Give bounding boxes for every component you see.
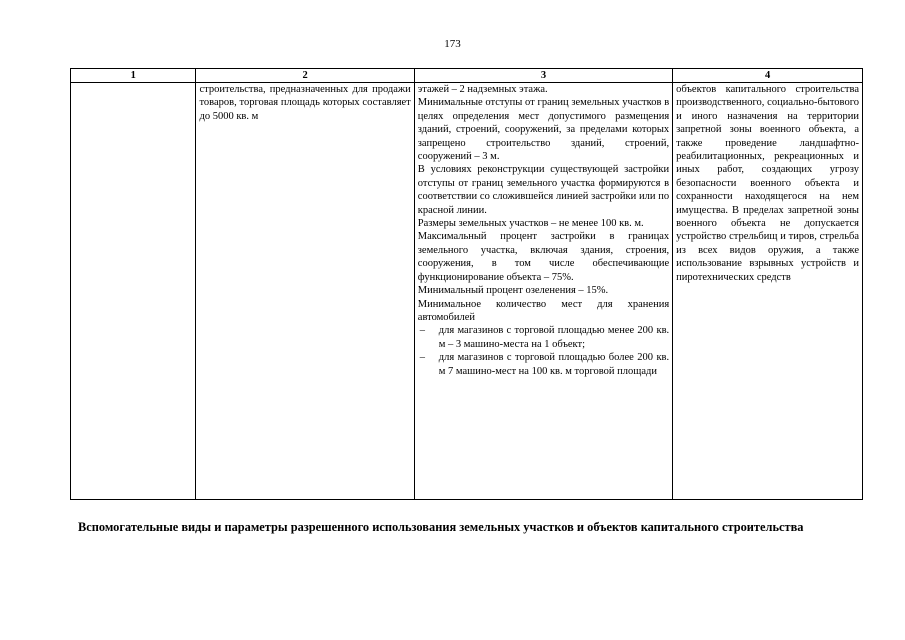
column-header-4: 4 — [673, 69, 863, 83]
list-item — [418, 351, 669, 378]
use-type-text: строительства, предназначенных для продажи товаров, торговая площадь которых составляет до 5000 кв. м — [199, 84, 411, 122]
parameter-paragraph: Минимальное количество мест для хранения автомобилей — [417, 298, 670, 323]
parameter-paragraph: Минимальные отступы от границ земельных участков в целях определения мест допустимого размещения зданий, строений, сооружений, за пределами которых запрещено строительство зданий, строений, сооружений – 3 м. — [417, 97, 670, 163]
table-cell-col1 — [71, 83, 196, 500]
parking-list — [418, 324, 669, 378]
table-cell-col3 — [414, 83, 672, 500]
table-row — [71, 83, 863, 500]
column-header-1: 1 — [71, 69, 196, 83]
parameter-paragraph: В условиях реконструкции существующей застройки отступы от границ земельного участка формируются в соответствии со сложившейся линией застройки или по красной линии. — [417, 164, 670, 216]
parameter-paragraph: Размеры земельных участков – не менее 100 кв. м. — [417, 218, 644, 230]
table-cell-col4 — [673, 83, 863, 500]
section-heading: Вспомогательные виды и параметры разрешенного использования земельных участков и объектов капитального строительства — [78, 520, 804, 534]
restriction-text: объектов капитального строительства производственного, социально-бытового и иного назначения на территории запретной зоны военного объекта, а также проведение ландшафтно-реабилитационных, рекреационных и иных работ, создающих угрозу безопасности военного объекта и сохранности находящегося на нем имущества. В пределах запретной зоны военного объекта не допускается устройство стрельбищ и тиров, стрельба из всех видов оружия, а также использование взрывных устройств и пиротехнических средств — [676, 84, 859, 283]
list-item-text: для магазинов с торговой площадью более 200 кв. м 7 машино-мест на 100 кв. м торговой площади — [438, 352, 670, 377]
list-dash: – — [419, 352, 426, 364]
list-dash: – — [419, 325, 426, 337]
column-header-2: 2 — [196, 69, 414, 83]
list-item — [418, 324, 669, 351]
parameter-paragraph: Минимальный процент озеленения – 15%. — [417, 285, 609, 297]
parameter-paragraph: Максимальный процент застройки в границах земельного участка, включая здания, строения, сооружения, в том числе обеспечивающие функционирование объекта – 75%. — [417, 231, 670, 283]
parameter-paragraph: этажей – 2 надземных этажа. — [417, 84, 548, 95]
regulations-table — [70, 68, 863, 500]
column-header-3: 3 — [414, 69, 672, 83]
page-number: 173 — [444, 38, 461, 50]
table-header-row — [71, 69, 863, 83]
table-cell-col2 — [196, 83, 414, 500]
list-item-text: для магазинов с торговой площадью менее 200 кв. м – 3 машино-места на 1 объект; — [438, 325, 670, 350]
